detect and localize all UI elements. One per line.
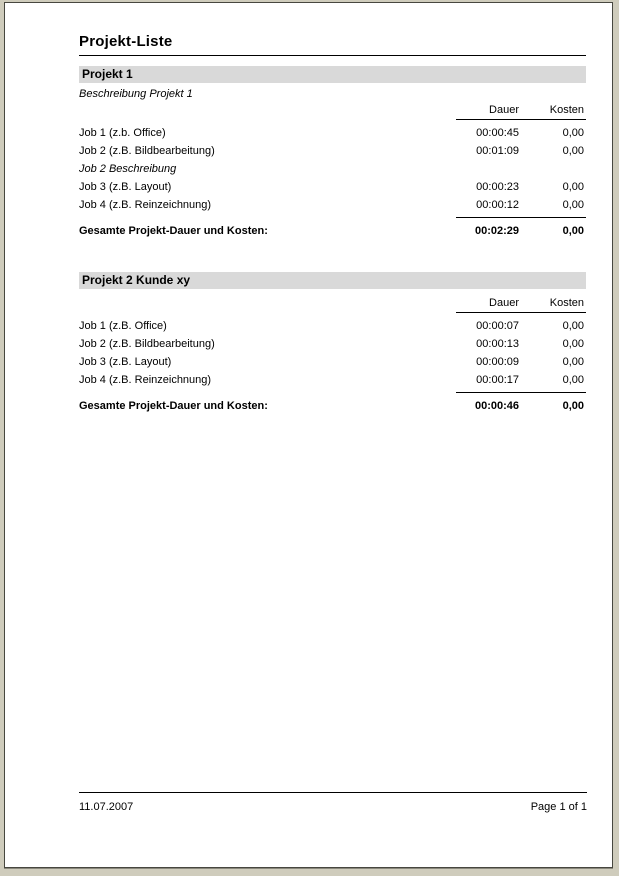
job-dauer (456, 163, 521, 176)
project-section-2 (79, 272, 586, 413)
total-rule (456, 217, 586, 218)
job-row (79, 199, 586, 212)
job-kosten: 0,00 (562, 181, 584, 193)
column-header-dauer: Dauer (489, 104, 519, 116)
total-kosten: 0,00 (562, 400, 584, 412)
job-kosten: 0,00 (562, 320, 584, 332)
job-dauer: 00:00:23 (476, 181, 519, 193)
job-label: Job 1 (z.b. Office) (79, 127, 166, 139)
footer-rule (79, 792, 587, 793)
job-label: Job 3 (z.B. Layout) (79, 356, 172, 368)
footer-page-number: Page 1 of 1 (530, 801, 587, 813)
job-row (79, 356, 586, 369)
job-label: Job 3 (z.B. Layout) (79, 181, 172, 193)
job-description-row (79, 163, 586, 176)
job-dauer: 00:00:13 (476, 338, 519, 350)
job-label: Job 4 (z.B. Reinzeichnung) (79, 199, 212, 211)
total-row (79, 400, 586, 413)
total-dauer: 00:02:29 (474, 225, 519, 237)
footer-row (79, 801, 587, 813)
job-kosten: 0,00 (562, 374, 584, 386)
job-kosten: 0,00 (562, 199, 584, 211)
job-rows (79, 320, 586, 387)
column-header-kosten: Kosten (549, 104, 584, 116)
job-label: Job 2 (z.B. Bildbearbeitung) (79, 145, 215, 157)
job-dauer: 00:00:12 (476, 199, 519, 211)
header-rule (456, 312, 586, 313)
title-rule (79, 55, 586, 56)
report-content (5, 3, 612, 413)
total-kosten: 0,00 (562, 225, 584, 237)
table-header-row (79, 297, 586, 310)
job-kosten: 0,00 (562, 356, 584, 368)
table-header-row (79, 104, 586, 117)
job-dauer: 00:00:09 (476, 356, 519, 368)
job-row (79, 181, 586, 194)
job-row (79, 145, 586, 158)
page-title: Projekt-Liste (79, 33, 173, 50)
job-dauer: 00:00:17 (476, 374, 519, 386)
job-label: Job 1 (z.B. Office) (79, 320, 167, 332)
job-rows (79, 127, 586, 212)
column-header-dauer: Dauer (489, 297, 519, 309)
job-label: Job 2 (z.B. Bildbearbeitung) (79, 338, 215, 350)
job-row (79, 338, 586, 351)
job-row (79, 320, 586, 333)
project-header-bar: Projekt 2 Kunde xy (79, 272, 586, 289)
job-kosten: 0,00 (562, 145, 584, 157)
total-dauer: 00:00:46 (474, 400, 519, 412)
column-header-kosten: Kosten (549, 297, 584, 309)
project-section-1 (79, 66, 586, 238)
job-description: Job 2 Beschreibung (79, 163, 177, 175)
project-header-bar: Projekt 1 (79, 66, 586, 83)
job-dauer: 00:00:45 (476, 127, 519, 139)
total-rule (456, 392, 586, 393)
total-row (79, 225, 586, 238)
job-dauer: 00:00:07 (476, 320, 519, 332)
project-description: Beschreibung Projekt 1 (79, 88, 193, 100)
spacer-cell (79, 297, 456, 310)
footer-date: 11.07.2007 (79, 801, 134, 813)
job-dauer: 00:01:09 (476, 145, 519, 157)
total-label: Gesamte Projekt-Dauer und Kosten: (79, 400, 268, 412)
page-footer (79, 792, 587, 813)
job-row (79, 374, 586, 387)
job-kosten (521, 163, 586, 176)
total-label: Gesamte Projekt-Dauer und Kosten: (79, 225, 268, 237)
job-kosten: 0,00 (562, 338, 584, 350)
job-kosten: 0,00 (562, 127, 584, 139)
spacer-cell (79, 104, 456, 117)
job-row (79, 127, 586, 140)
job-label: Job 4 (z.B. Reinzeichnung) (79, 374, 212, 386)
report-page (4, 2, 613, 868)
header-rule (456, 119, 586, 120)
